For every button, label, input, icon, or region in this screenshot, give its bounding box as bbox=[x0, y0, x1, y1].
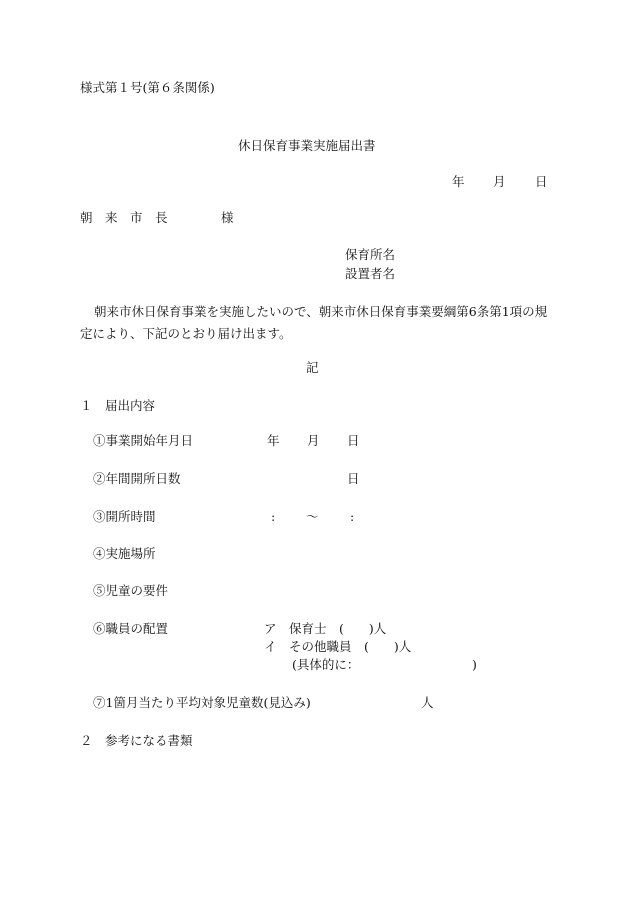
item4-label: ④実施場所 bbox=[93, 546, 156, 561]
item1-month: 月 bbox=[307, 433, 320, 448]
item6-label: ⑥職員の配置 bbox=[93, 621, 169, 636]
item3-colon-end: : bbox=[350, 509, 355, 524]
founder-name-label: 設置者名 bbox=[345, 266, 396, 281]
item6-line-i: イ その他職員 ( )人 bbox=[264, 639, 412, 654]
item6-detail-close: ) bbox=[472, 657, 477, 672]
section2-heading: ２ 参考になる書類 bbox=[80, 733, 193, 748]
section1-heading: １ 届出内容 bbox=[80, 398, 156, 413]
document-title: 休日保育事業実施届出書 bbox=[238, 138, 376, 153]
date-day-label: 日 bbox=[535, 174, 548, 189]
item1-year: 年 bbox=[267, 433, 280, 448]
addressee-name: 朝 来 市 長 bbox=[80, 210, 168, 225]
facility-name-label: 保育所名 bbox=[345, 247, 396, 262]
date-month-label: 月 bbox=[493, 174, 506, 189]
body-text: 朝来市休日保育事業を実施したいので、朝来市休日保育事業要綱第6条第1項の規定により、下記のとおり届け出ます。 bbox=[80, 304, 548, 341]
item3-tilde: ～ bbox=[306, 509, 319, 524]
item1-label: ①事業開始年月日 bbox=[93, 433, 194, 448]
item1-day: 日 bbox=[347, 433, 360, 448]
item3-label: ③開所時間 bbox=[93, 509, 156, 524]
date-year-label: 年 bbox=[452, 174, 465, 189]
item2-day: 日 bbox=[347, 471, 360, 486]
item2-label: ②年間開所日数 bbox=[93, 471, 181, 486]
item6-detail-open: (具体的に： bbox=[292, 657, 360, 672]
item3-colon-start: : bbox=[271, 509, 276, 524]
item7-label: ⑦1箇月当たり平均対象児童数(見込み) bbox=[93, 695, 311, 710]
body-paragraph bbox=[80, 301, 552, 345]
item5-label: ⑤児童の要件 bbox=[93, 583, 169, 598]
item7-unit: 人 bbox=[421, 695, 434, 710]
item6-line-a: ア 保育士 ( )人 bbox=[264, 621, 387, 636]
form-number: 様式第１号(第６条関係) bbox=[80, 80, 215, 95]
addressee-honorific: 様 bbox=[221, 210, 234, 225]
ki-heading: 記 bbox=[306, 360, 319, 375]
